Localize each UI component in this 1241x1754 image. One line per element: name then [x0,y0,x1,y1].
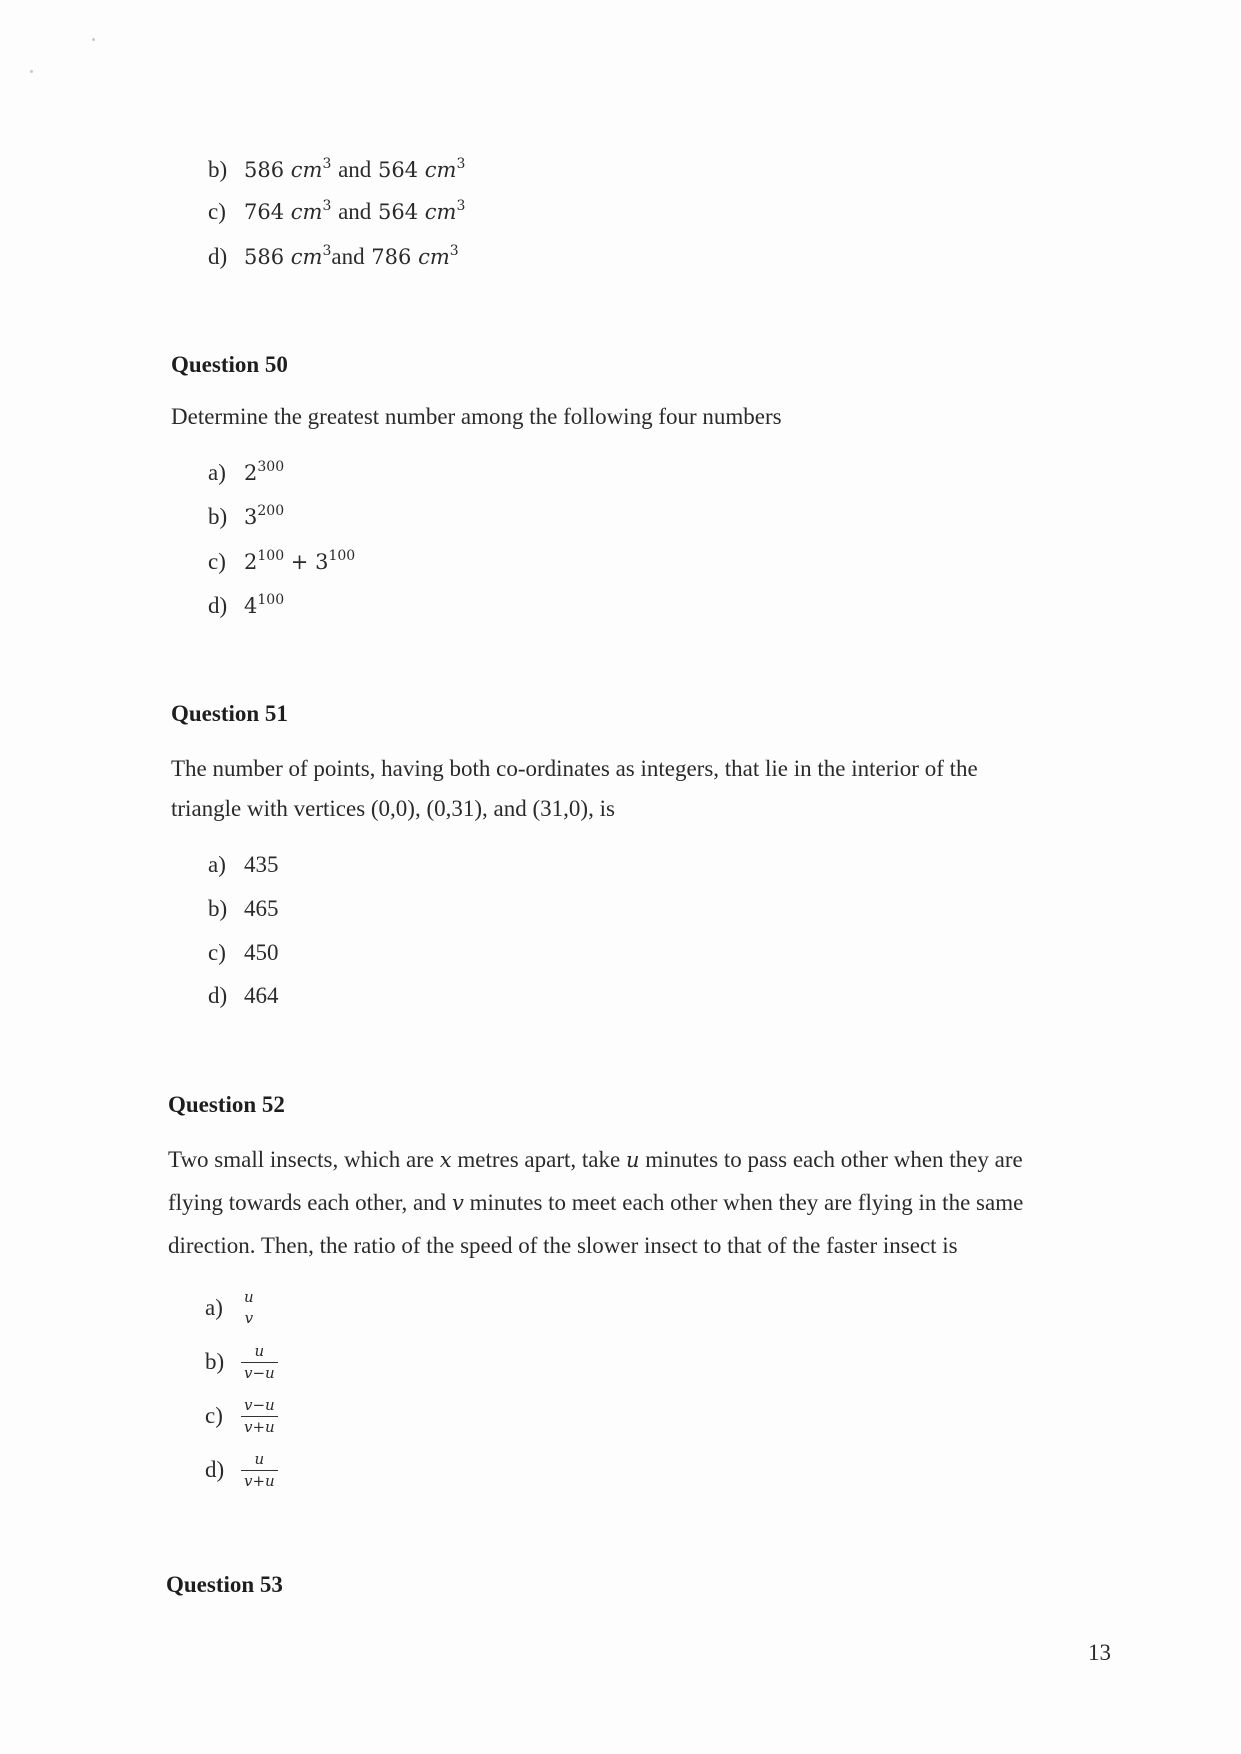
q51-option-b: b) 465 [208,896,279,921]
q50-option-a: a) $2^{300}$ [208,459,285,485]
q52-option-c: c) $\frac{v-u}{v+u}$ [205,1391,278,1441]
question-53-title: Question 53 [166,1572,283,1597]
q49-option-b-text: 586 $cm^3$ and 564 $cm^3$ [244,156,466,182]
question-52-title: Question 52 [168,1092,285,1117]
q50-option-d: d) $4^{100}$ [208,592,285,618]
q52-option-b: b) $\frac{u}{v-u}$ [205,1337,278,1387]
q49-option-b: b) 586 $cm^3$ and 564 $cm^3$ [208,156,466,182]
q49-option-d-text: 586 $cm^3and$ 786 $cm^3$ [244,243,459,269]
q49-option-d: d) 586 $cm^3and$ 786 $cm^3$ [208,243,459,269]
fraction: $\frac{u}{v+u}$ [241,1451,278,1490]
fraction: $\frac{v-u}{v+u}$ [241,1397,278,1436]
question-52-line-3: direction. Then, the ratio of the speed of the slower insect to that of the faster insect is [168,1233,958,1258]
question-51-title: Question 51 [171,701,288,726]
scan-speck [30,70,33,73]
fraction: $\frac{u}{v-u}$ [241,1343,278,1382]
question-51-line-2: triangle with vertices (0,0), (0,31), and (31,0), is [171,796,615,821]
q51-option-c: c) 450 [208,940,279,965]
scan-speck [92,38,95,41]
question-50-text: Determine the greatest number among the following four numbers [171,404,782,429]
q49-option-c: c) 764 $cm^3$ and 564 $cm^3$ [208,198,466,224]
fraction: u v [244,1288,254,1327]
q52-option-d: d) $\frac{u}{v+u}$ [205,1445,278,1495]
question-52-line-2: flying towards each other, and v minutes to meet each other when they are flying in the same [168,1190,1024,1215]
page-number: 13 [1088,1640,1111,1665]
question-51-line-1: The number of points, having both co-ordinates as integers, that lie in the interior of the [171,756,978,781]
q52-option-a: a) u v [205,1283,257,1333]
q51-option-d: d) 464 [208,983,279,1008]
q51-option-a: a) 435 [208,852,279,877]
q50-option-c: c) $2^{100} + 3^{100}$ [208,548,356,574]
q49-option-c-text: 764 $cm^3$ and 564 $cm^3$ [244,198,466,224]
q50-option-b: b) $3^{200}$ [208,503,285,529]
question-50-title: Question 50 [171,352,288,377]
question-52-line-1: Two small insects, which are x metres apart, take u minutes to pass each other when they are [168,1147,1023,1172]
